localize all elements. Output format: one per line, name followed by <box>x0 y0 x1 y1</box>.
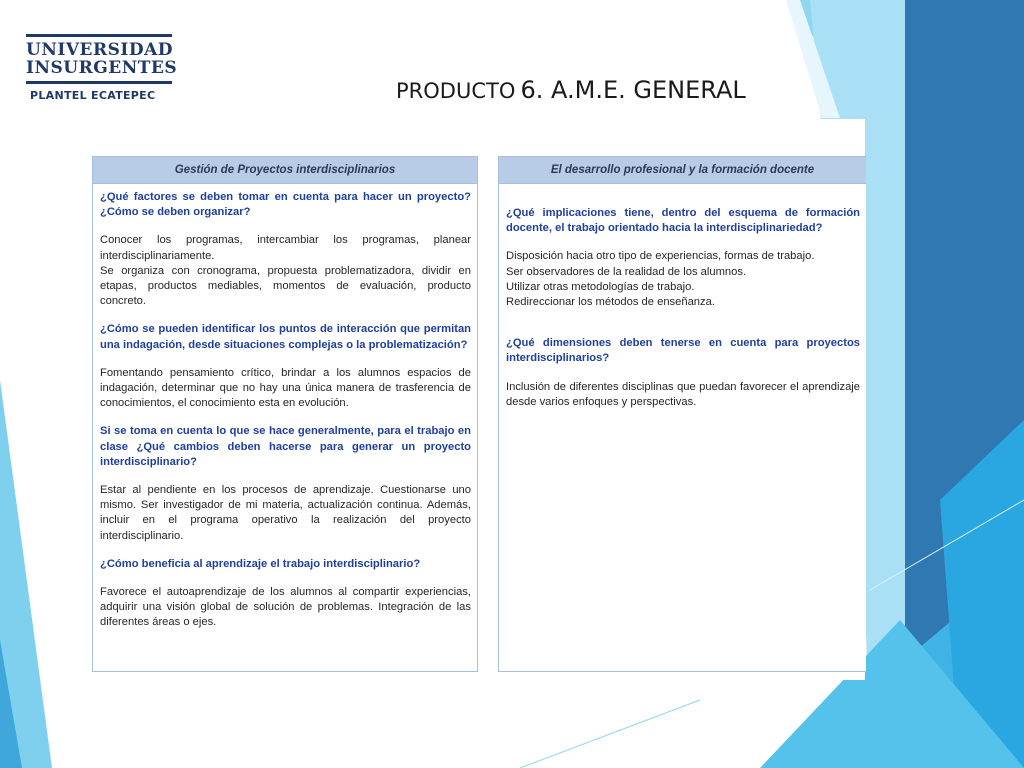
card-body <box>93 184 477 631</box>
question: ¿Cómo se pueden identificar los puntos de interacción que permitan una indagación, desde situaciones complejas o la problematización? <box>100 323 471 351</box>
logo-line1: UNIVERSIDAD <box>26 40 173 60</box>
answer: Fomentando pensamiento crítico, brindar a los alumnos espacios de indagación, determinar que no hay una única manera de trasferencia de conocimientos, el conocimiento esta en evolución. <box>100 366 471 410</box>
logo-bottom-rule <box>26 81 172 84</box>
card-project-management <box>92 156 478 672</box>
logo-line2: INSURGENTES <box>26 58 178 78</box>
card-professional-development <box>498 156 866 672</box>
title-prefix: PRODUCTO <box>396 79 516 103</box>
title-main: 6. A.M.E. GENERAL <box>520 76 746 104</box>
answer: Disposición hacia otro tipo de experiencias, formas de trabajo. <box>506 250 815 263</box>
card-body <box>499 184 866 410</box>
slide-title <box>396 76 746 104</box>
university-logo <box>26 34 178 102</box>
card-header: Gestión de Proyectos interdisciplinarios <box>93 157 477 184</box>
answer: Conocer los programas, intercambiar los programas, planear interdisciplinariamente. <box>100 234 471 262</box>
answer: Utilizar otras metodologías de trabajo. <box>506 280 695 293</box>
logo-campus: PLANTEL ECATEPEC <box>30 89 156 102</box>
answer: Favorece el autoaprendizaje de los alumnos al compartir experiencias, adquirir una visión global de solución de problemas. Integración de las diferentes áreas o ejes. <box>100 586 471 629</box>
answer: Ser observadores de la realidad de los alumnos. <box>506 265 747 278</box>
answer: Redireccionar los métodos de enseñanza. <box>506 296 715 309</box>
question: ¿Cómo beneficia al aprendizaje el trabajo interdisciplinario? <box>100 557 421 570</box>
question: ¿Qué dimensiones deben tenerse en cuenta para proyectos interdisciplinarios? <box>506 337 860 365</box>
logo-top-rule <box>26 34 172 37</box>
question: Si se toma en cuenta lo que se hace generalmente, para el trabajo en clase ¿Qué cambios deben hacerse para generar un proyecto interdisciplinario? <box>100 425 471 468</box>
question: ¿Qué implicaciones tiene, dentro del esquema de formación docente, el trabajo orientado hacia la interdisciplinariedad? <box>506 207 860 235</box>
card-header: El desarrollo profesional y la formación docente <box>499 157 866 184</box>
answer: Inclusión de diferentes disciplinas que puedan favorecer el aprendizaje desde varios enfoques y perspectivas. <box>506 380 860 408</box>
decor-line-1 <box>520 700 700 768</box>
answer: Se organiza con cronograma, propuesta problematizadora, dividir en etapas, productos mediables, momentos de evaluación, producto concreto. <box>100 264 471 308</box>
answer: Estar al pendiente en los procesos de aprendizaje. Cuestionarse uno mismo. Ser investigador de mi materia, actualización continua. Además, incluir en el programa operativo la realización del proyecto interdisciplinario. <box>100 484 471 542</box>
question: ¿Qué factores se deben tomar en cuenta para hacer un proyecto? ¿Cómo se deben organizar? <box>100 191 471 219</box>
